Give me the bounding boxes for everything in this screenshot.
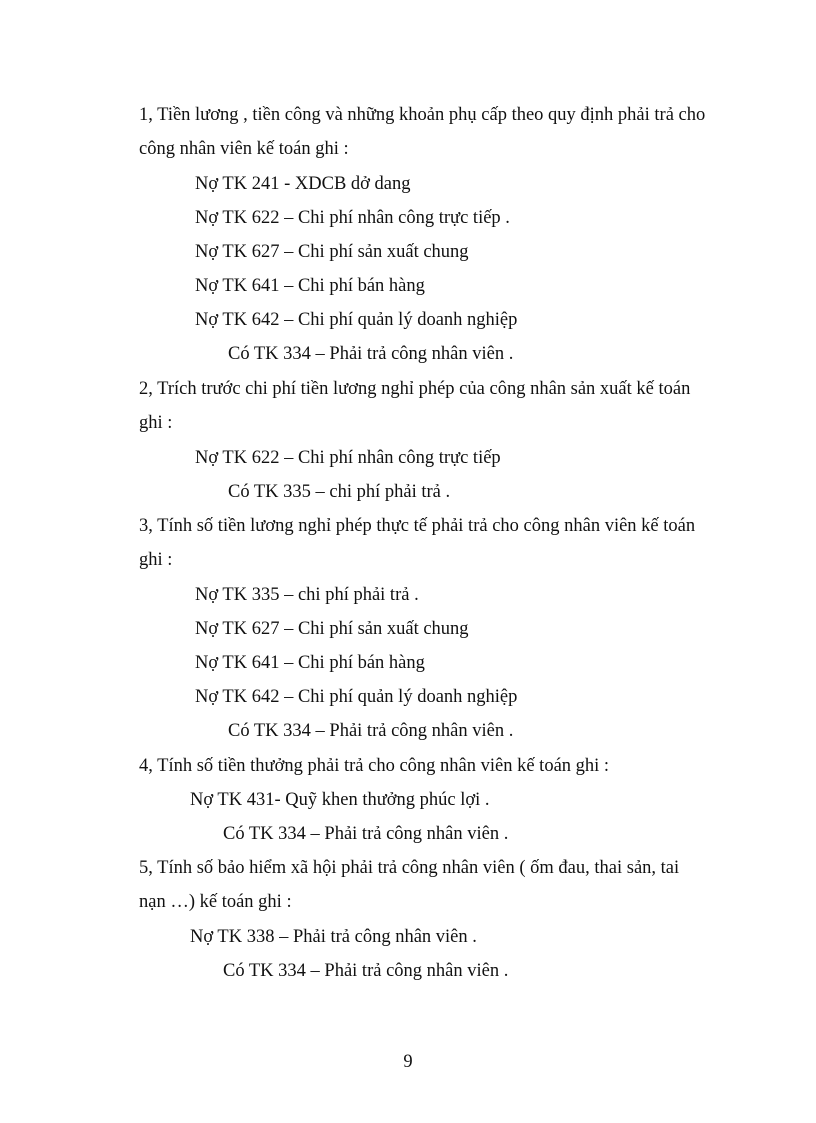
item-2-intro-line-1: 2, Trích trước chi phí tiền lương nghỉ phép của công nhân sản xuất kế toán — [139, 379, 691, 399]
item-3-debit-1: Nợ TK 335 – chi phí phải trả . — [195, 585, 419, 605]
item-2-credit: Có TK 335 – chi phí phải trả . — [228, 482, 451, 502]
item-3-intro-line-2: ghi : — [139, 550, 173, 570]
item-5-debit-1: Nợ TK 338 – Phải trả công nhân viên . — [190, 927, 477, 947]
item-3-debit-4: Nợ TK 642 – Chi phí quản lý doanh nghiệp — [195, 687, 518, 707]
page-number: 9 — [403, 1052, 413, 1072]
item-1-intro-line-1: 1, Tiền lương , tiền công và những khoản phụ cấp theo quy định phải trả cho — [139, 105, 706, 125]
item-4-credit: Có TK 334 – Phải trả công nhân viên . — [223, 824, 509, 844]
item-4-debit-1: Nợ TK 431- Quỹ khen thưởng phúc lợi . — [190, 790, 490, 810]
item-1-debit-3: Nợ TK 627 – Chi phí sản xuất chung — [195, 242, 469, 262]
item-5-intro-line-1: 5, Tính số bảo hiểm xã hội phải trả công nhân viên ( ốm đau, thai sản, tai — [139, 858, 680, 878]
item-2-intro-line-2: ghi : — [139, 413, 173, 433]
item-1-debit-1: Nợ TK 241 - XDCB dở dang — [195, 174, 411, 194]
item-4-intro-line-1: 4, Tính số tiền thưởng phải trả cho công nhân viên kế toán ghi : — [139, 756, 610, 776]
item-1-credit: Có TK 334 – Phải trả công nhân viên . — [228, 344, 514, 364]
item-3-intro-line-1: 3, Tính số tiền lương nghỉ phép thực tế phải trả cho công nhân viên kế toán — [139, 516, 696, 536]
item-1-debit-2: Nợ TK 622 – Chi phí nhân công trực tiếp . — [195, 208, 510, 228]
item-3-debit-3: Nợ TK 641 – Chi phí bán hàng — [195, 653, 425, 673]
item-1-intro-line-2: công nhân viên kế toán ghi : — [139, 139, 349, 159]
item-5-credit: Có TK 334 – Phải trả công nhân viên . — [223, 961, 509, 981]
item-3-debit-2: Nợ TK 627 – Chi phí sản xuất chung — [195, 619, 469, 639]
item-5-intro-line-2: nạn …) kế toán ghi : — [139, 892, 292, 912]
item-1-debit-4: Nợ TK 641 – Chi phí bán hàng — [195, 276, 425, 296]
item-3-credit: Có TK 334 – Phải trả công nhân viên . — [228, 721, 514, 741]
item-1-debit-5: Nợ TK 642 – Chi phí quản lý doanh nghiệp — [195, 310, 518, 330]
item-2-debit-1: Nợ TK 622 – Chi phí nhân công trực tiếp — [195, 448, 501, 468]
